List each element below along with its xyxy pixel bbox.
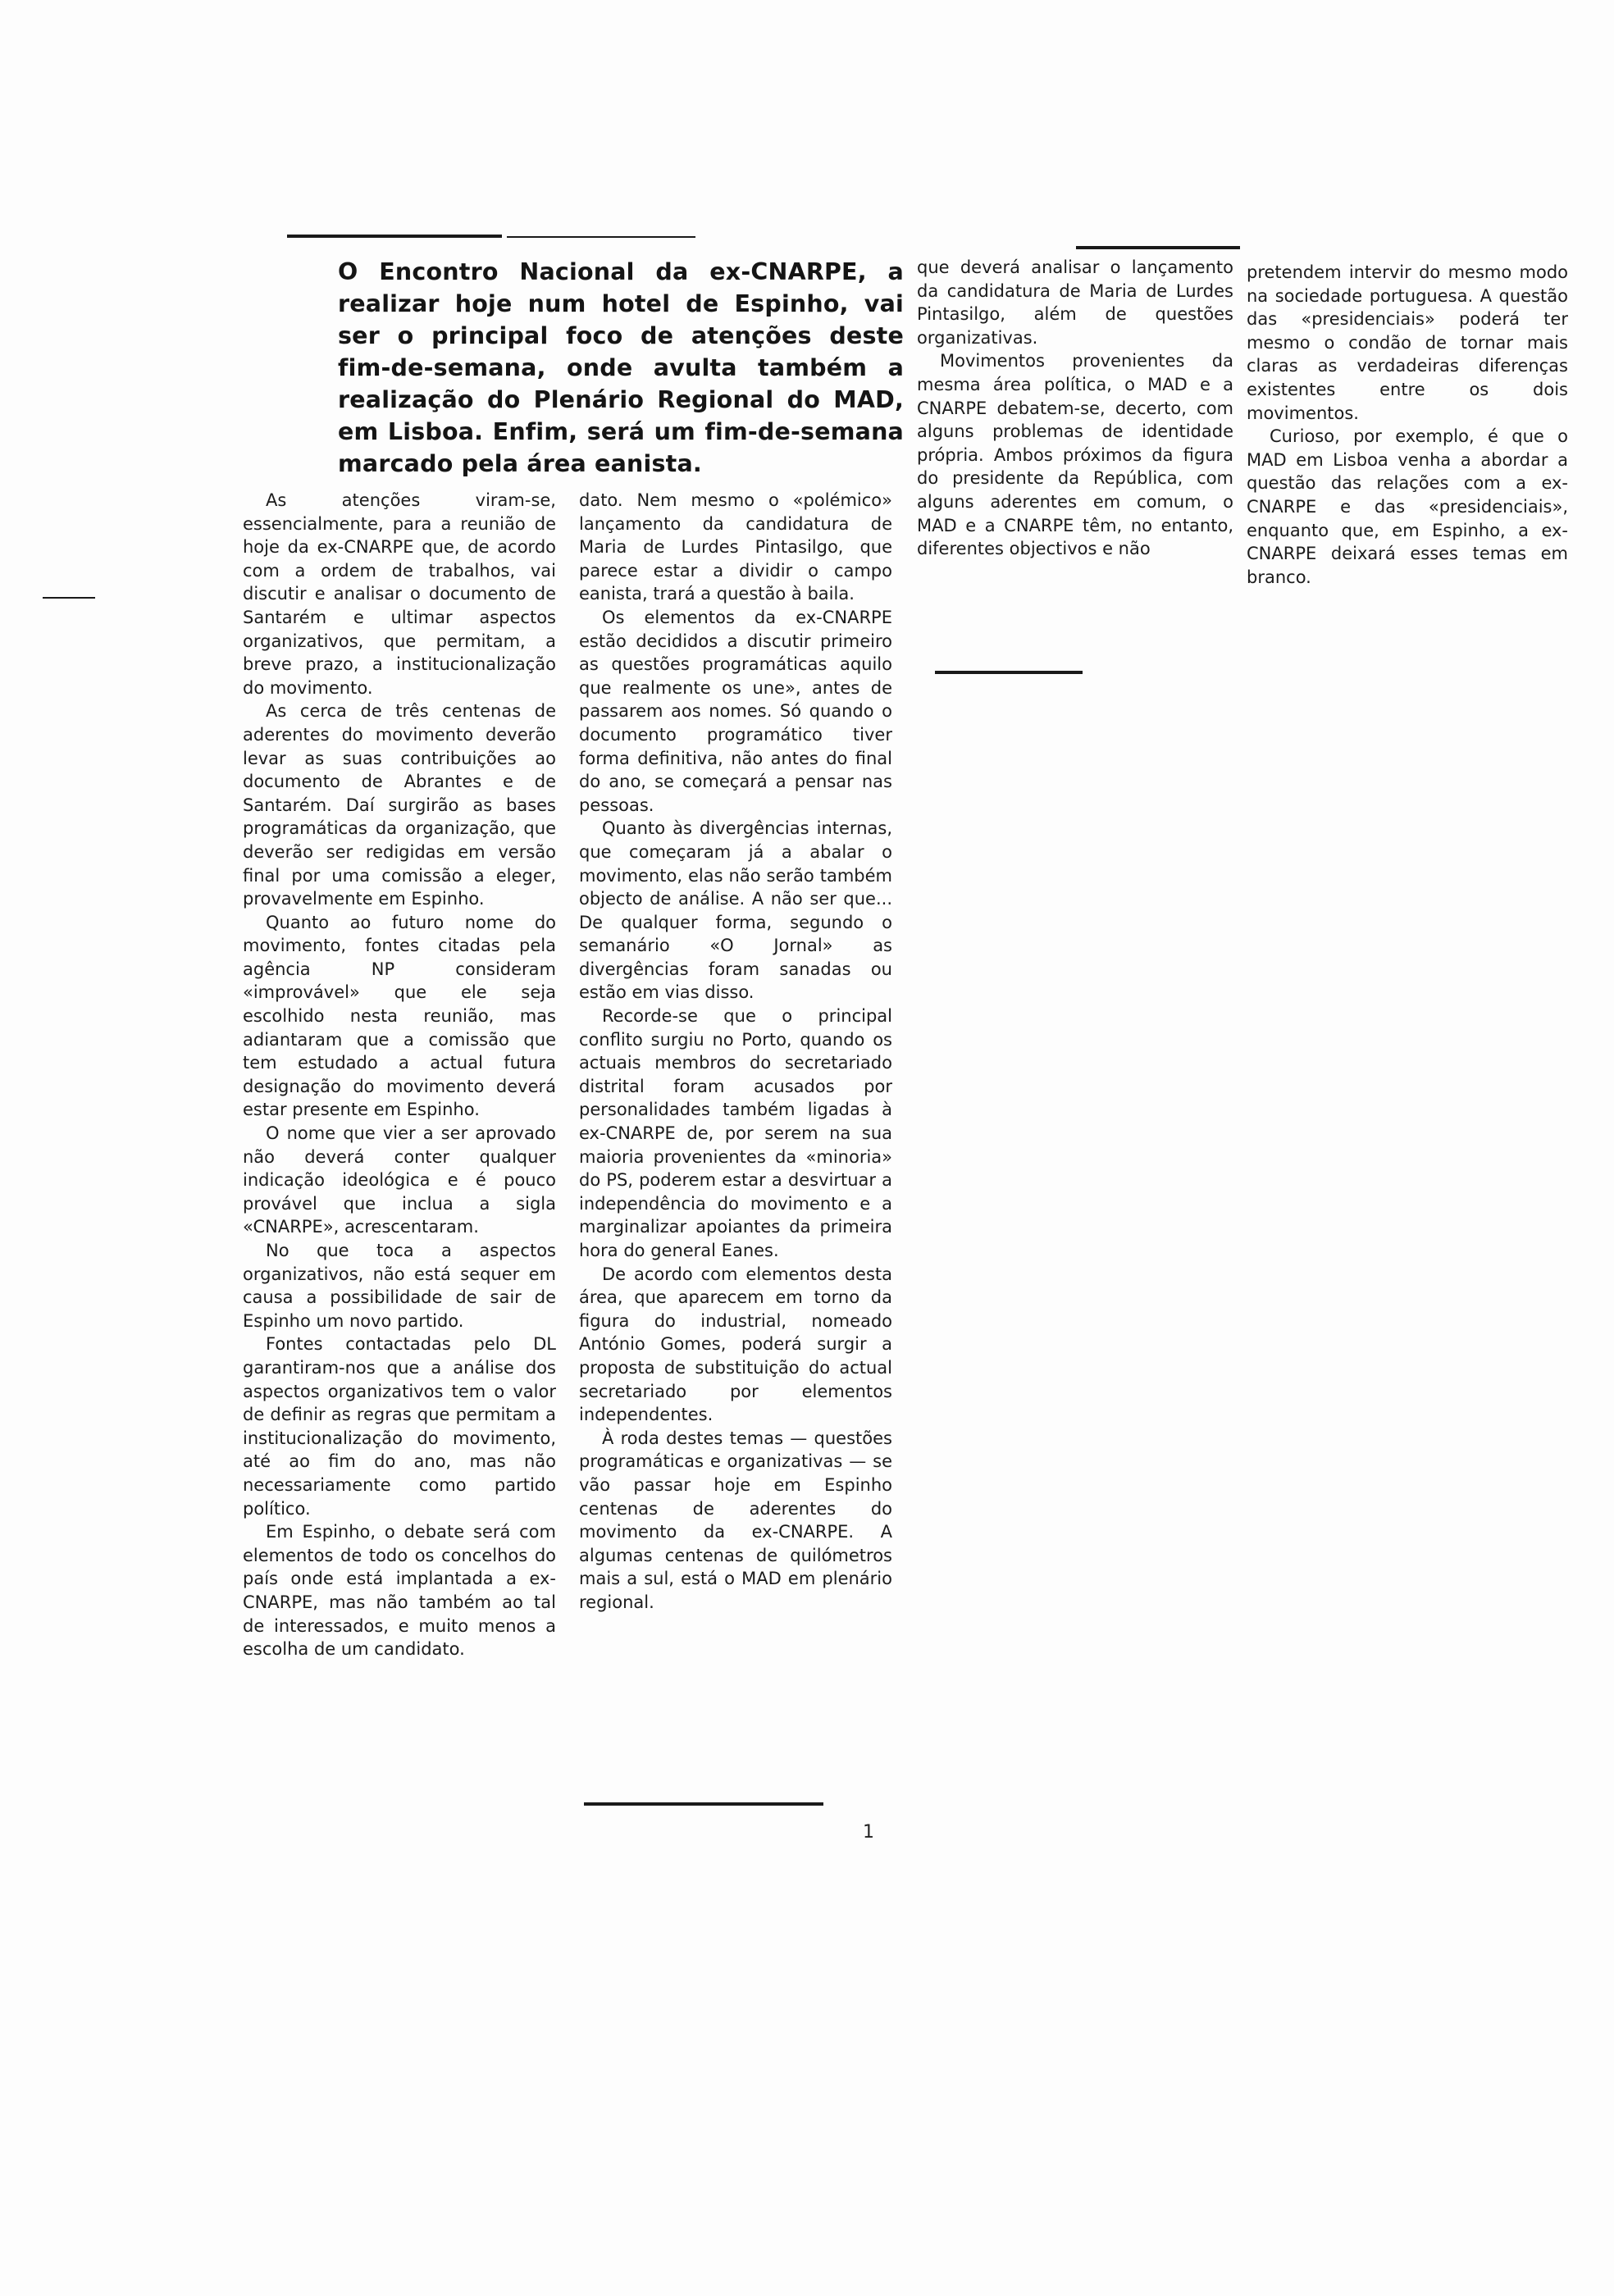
article-lead: O Encontro Nacional da ex-CNARPE, a realizar hoje num hotel de Espinho, vai ser o principal foco de atenções deste fim-de-semana, onde avulta também a realização do Plenário Regional do MAD, em Lisboa. Enfim, será um fim-de-semana marcado pela área eanista. xyxy=(338,258,904,477)
paragraph: pretendem intervir do mesmo modo na sociedade portuguesa. A questão das «presidenciais» poderá ter mesmo o condão de tornar mais claras as verdadeiras diferenças existentes entre os dois movimentos. xyxy=(1247,262,1568,423)
header-rule-left xyxy=(287,235,502,238)
column3-end-rule xyxy=(935,671,1083,674)
paragraph: Curioso, por exemplo, é que o MAD em Lisboa venha a abordar a questão das relações com a ex-CNARPE e das «presidenciais», enquanto que, em Espinho, a ex-CNARPE deixará esses temas em branco. xyxy=(1247,426,1568,587)
paragraph: As cerca de três centenas de aderentes do movimento deverão levar as suas contribuições ao documento de Abrantes e de Santarém. Daí surgirão as bases programáticas da organização, que deverão ser redigidas em versão final por uma comissão a eleger, provavelmente em Espinho. xyxy=(243,701,556,909)
paragraph: que deverá analisar o lançamento da candidatura de Maria de Lurdes Pintasilgo, além de questões organizativas. xyxy=(917,257,1233,348)
header-rule-mid xyxy=(507,236,695,238)
paragraph: Recorde-se que o principal conflito surgiu no Porto, quando os actuais membros do secretariado distrital foram acusados por personalidades também ligadas à ex-CNARPE de, por serem na sua maioria provenientes da «minoria» do PS, poderem estar a desvirtuar a independência do movimento e a marginalizar apoiantes da primeira hora do general Eanes. xyxy=(579,1006,892,1260)
margin-mark xyxy=(43,597,95,599)
paragraph: No que toca a aspectos organizativos, não está sequer em causa a possibilidade de sair de Espinho um novo partido. xyxy=(243,1241,556,1331)
footer-rule xyxy=(584,1802,823,1806)
paragraph: Quanto ao futuro nome do movimento, fontes citadas pela agência NP consideram «improvável» que ele seja escolhido nesta reunião, mas adiantaram que a comissão que tem estudado a actual futura designação do movimento deverá estar presente em Espinho. xyxy=(243,912,556,1120)
article-column-2 xyxy=(579,489,892,1615)
paragraph: Os elementos da ex-CNARPE estão decididos a discutir primeiro as questões programáticas aquilo que realmente os une», antes de passarem aos nomes. Só quando o documento programático tiver forma definitiva, não antes do final do ano, se começará a pensar nas pessoas. xyxy=(579,607,892,815)
article-column-3 xyxy=(917,256,1233,561)
article-column-1 xyxy=(243,489,556,1661)
paragraph: Movimentos provenientes da mesma área política, o MAD e a CNARPE debatem-se, decerto, com alguns problemas de identidade própria. Ambos próximos da figura do presidente da República, com alguns aderentes em comum, o MAD e a CNARPE têm, no entanto, diferentes objectivos e não xyxy=(917,351,1233,559)
paragraph: Quanto às divergências internas, que começaram já a abalar o movimento, elas não serão também objecto de análise. A não ser que... De qualquer forma, segundo o semanário «O Jornal» as divergências foram sanadas ou estão em vias disso. xyxy=(579,818,892,1003)
paragraph: Em Espinho, o debate será com elementos de todo os concelhos do país onde está implantada a ex-CNARPE, mas não também ao tal de interessados, e muito menos a escolha de um candidato. xyxy=(243,1522,556,1660)
article-column-4 xyxy=(1247,261,1568,589)
paragraph: Fontes contactadas pelo DL garantiram-nos que a análise dos aspectos organizativos tem o valor de definir as regras que permitam a institucionalização do movimento, até ao fim do ano, mas não necessariamente como partido político. xyxy=(243,1334,556,1519)
paragraph: À roda destes temas — questões programáticas e organizativas — se vão passar hoje em Espinho centenas de aderentes do movimento da ex-CNARPE. A algumas centenas de quilómetros mais a sul, está o MAD em plenário regional. xyxy=(579,1428,892,1612)
paragraph: De acordo com elementos desta área, que aparecem em torno da figura do industrial, nomeado António Gomes, poderá surgir a proposta de substituição do actual secretariado por elementos independentes. xyxy=(579,1264,892,1425)
page-folio: 1 xyxy=(863,1822,874,1843)
paragraph: As atenções viram-se, essencialmente, para a reunião de hoje da ex-CNARPE que, de acordo com a ordem de trabalhos, vai discutir e analisar o documento de Santarém e ultimar aspectos organizativos, que permitam, a breve prazo, a institucionalização do movimento. xyxy=(243,490,556,698)
paragraph: dato. Nem mesmo o «polémico» lançamento da candidatura de Maria de Lurdes Pintasilgo, que parece estar a dividir o campo eanista, trará a questão à baila. xyxy=(579,490,892,604)
header-rule-right xyxy=(1076,246,1240,249)
paragraph: O nome que vier a ser aprovado não deverá conter qualquer indicação ideológica e é pouco provável que inclua a sigla «CNARPE», acrescentaram. xyxy=(243,1123,556,1237)
